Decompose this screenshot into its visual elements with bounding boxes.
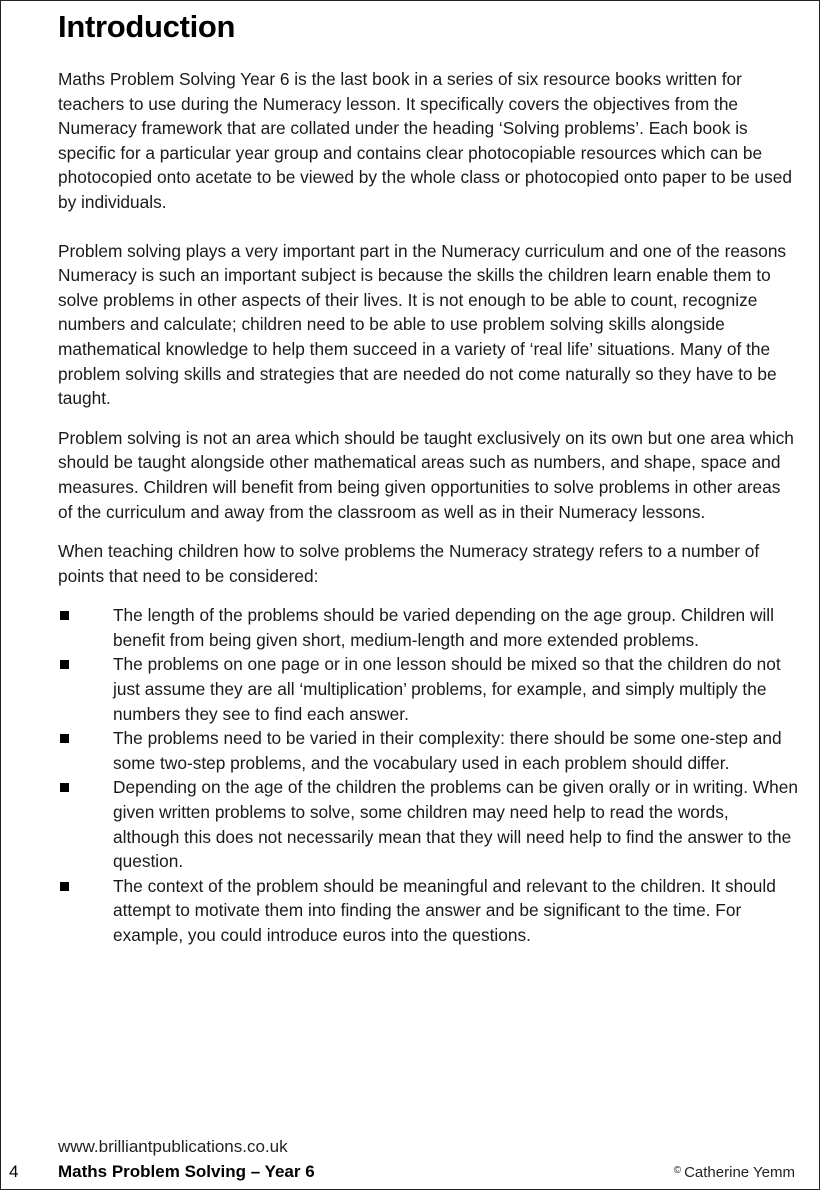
- square-bullet-icon: [60, 882, 69, 891]
- list-item-text: The problems need to be varied in their complexity: there should be some one-step and some two-step problems, and the vocabulary used in each problem should differ.: [113, 728, 782, 773]
- list-item-text: Depending on the age of the children the problems can be given orally or in writing. When given written problems to solve, some children may need help to read the words, although this does not necessarily mean that they will need help to find the answer to the question.: [113, 777, 798, 872]
- paragraph-2: Problem solving plays a very important part in the Numeracy curriculum and one of the reasons Numeracy is such an important subject is because the skills the children learn enable them to solve problems in other aspects of their lives. It is not enough to be able to count, recognize numbers and calculate; children need to be able to use problem solving skills alongside mathematical knowledge to help them succeed in a variety of ‘real life’ situations. Many of the problem solving skills and strategies that are needed do not come naturally so they have to be taught.: [58, 240, 787, 409]
- paragraph-3: Problem solving is not an area which should be taught exclusively on its own but one area which should be taught alongside other mathematical areas such as numbers, and shape, space and measures. Children will benefit from being given opportunities to solve problems in other areas of the curriculum and away from the classroom as well as in their Numeracy lessons.: [58, 427, 794, 522]
- square-bullet-icon: [60, 734, 69, 743]
- publisher-url: www.brilliantpublications.co.uk: [58, 1137, 288, 1156]
- author-name: Catherine Yemm: [684, 1164, 795, 1181]
- list-item: [58, 874, 798, 948]
- square-bullet-icon: [60, 660, 69, 669]
- body-text: [58, 67, 798, 948]
- list-item: [58, 726, 798, 775]
- page-number: 4: [9, 1162, 19, 1181]
- paragraph-1: Maths Problem Solving Year 6 is the last book in a series of six resource books written for teachers to use during the Numeracy lesson. It specifically covers the objectives from the Numeracy framework that are collated under the heading ‘Solving problems’. Each book is specific for a particular year group and contains clear photocopiable resources which can be photocopied onto acetate to be viewed by the whole class or photocopied onto paper to be used by individuals.: [58, 69, 793, 212]
- book-title: Maths Problem Solving – Year 6: [58, 1162, 315, 1181]
- paragraph-4: When teaching children how to solve problems the Numeracy strategy refers to a number of points that need to be considered:: [58, 541, 760, 586]
- list-item-text: The problems on one page or in one lesson should be mixed so that the children do not just assume they are all ‘multiplication’ problems, for example, and simply multiply the numbers they see to find each answer.: [113, 654, 781, 724]
- list-item: [58, 652, 798, 726]
- list-item-text: The context of the problem should be meaningful and relevant to the children. It should attempt to motivate them into finding the answer and be significant to the time. For example, you could introduce euros into the questions.: [113, 875, 776, 945]
- list-item: [58, 603, 798, 652]
- considerations-list: [58, 603, 798, 947]
- square-bullet-icon: [60, 783, 69, 792]
- copyright-notice: [674, 1164, 795, 1181]
- page-title: Introduction: [58, 9, 236, 44]
- square-bullet-icon: [60, 611, 69, 620]
- list-item-text: The length of the problems should be varied depending on the age group. Children will benefit from being given short, medium-length and more extended problems.: [113, 605, 774, 650]
- list-item: [58, 775, 798, 873]
- copyright-icon: ©: [673, 1165, 682, 1176]
